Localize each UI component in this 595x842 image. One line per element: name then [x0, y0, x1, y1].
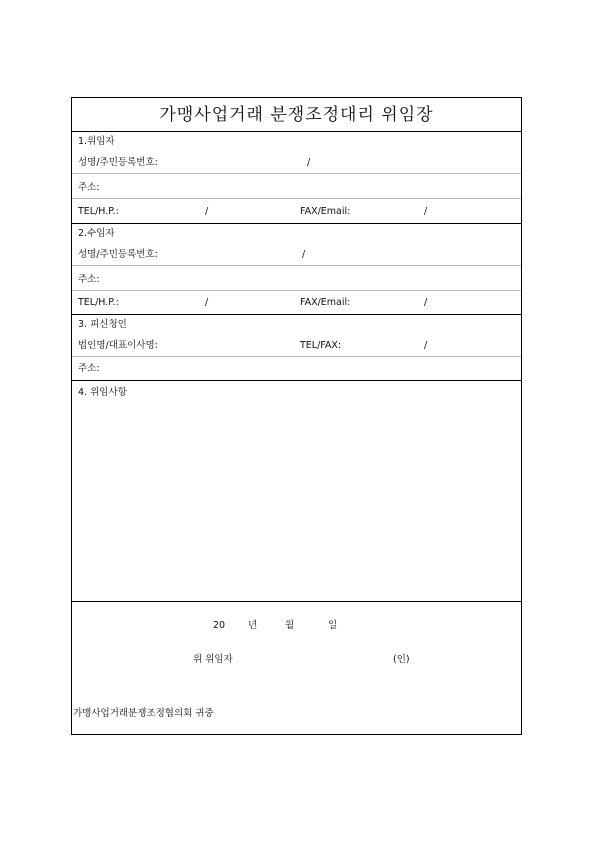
respondent-corp-line — [72, 356, 521, 357]
section-delegated-matters — [72, 381, 521, 602]
delegator-heading: 1.위임자 — [78, 136, 115, 147]
section-delegator — [72, 132, 521, 224]
agent-name-id-label: 성명/주민등록번호: — [78, 249, 158, 260]
delegator-sign-label: 위 위임자 — [193, 654, 233, 665]
seal-mark: (인) — [393, 654, 410, 665]
agent-tel-label: TEL/H.P.: — [78, 297, 119, 308]
respondent-corp-label: 법인명/대표이사명: — [78, 340, 158, 351]
section-signature — [72, 602, 521, 734]
respondent-telfax-label: TEL/FAX: — [300, 340, 342, 351]
delegator-name-line — [72, 173, 521, 174]
respondent-telfax-slash: / — [424, 340, 428, 351]
agent-heading: 2.수임자 — [78, 228, 115, 239]
agent-address-line — [72, 290, 521, 291]
date-year-prefix: 20 — [213, 620, 226, 631]
section-respondent — [72, 315, 521, 381]
delegator-fax-label: FAX/Email: — [300, 206, 351, 217]
agent-tel-slash: / — [205, 297, 209, 308]
date-day-unit: 일 — [328, 620, 338, 631]
delegator-name-id-label: 성명/주민등록번호: — [78, 157, 158, 168]
delegation-form — [71, 97, 522, 735]
delegator-fax-slash: / — [424, 206, 428, 217]
delegator-address-label: 주소: — [78, 182, 100, 193]
agent-name-id-slash: / — [302, 249, 306, 260]
delegator-tel-slash: / — [205, 206, 209, 217]
matters-heading: 4. 위임사항 — [78, 387, 127, 398]
agent-address-label: 주소: — [78, 274, 100, 285]
date-month-unit: 월 — [285, 620, 295, 631]
addressee: 가맹사업거래분쟁조정협의회 귀중 — [73, 708, 214, 719]
delegator-address-line — [72, 198, 521, 199]
delegator-name-id-slash: / — [307, 157, 311, 168]
respondent-heading: 3. 피신청인 — [78, 319, 127, 330]
respondent-address-label: 주소: — [78, 363, 100, 374]
section-agent — [72, 224, 521, 315]
date-year-unit: 년 — [248, 620, 258, 631]
delegator-tel-label: TEL/H.P.: — [78, 206, 119, 217]
agent-fax-slash: / — [424, 297, 428, 308]
agent-name-line — [72, 265, 521, 266]
agent-fax-label: FAX/Email: — [300, 297, 351, 308]
form-title: 가맹사업거래 분쟁조정대리 위임장 — [72, 98, 521, 132]
